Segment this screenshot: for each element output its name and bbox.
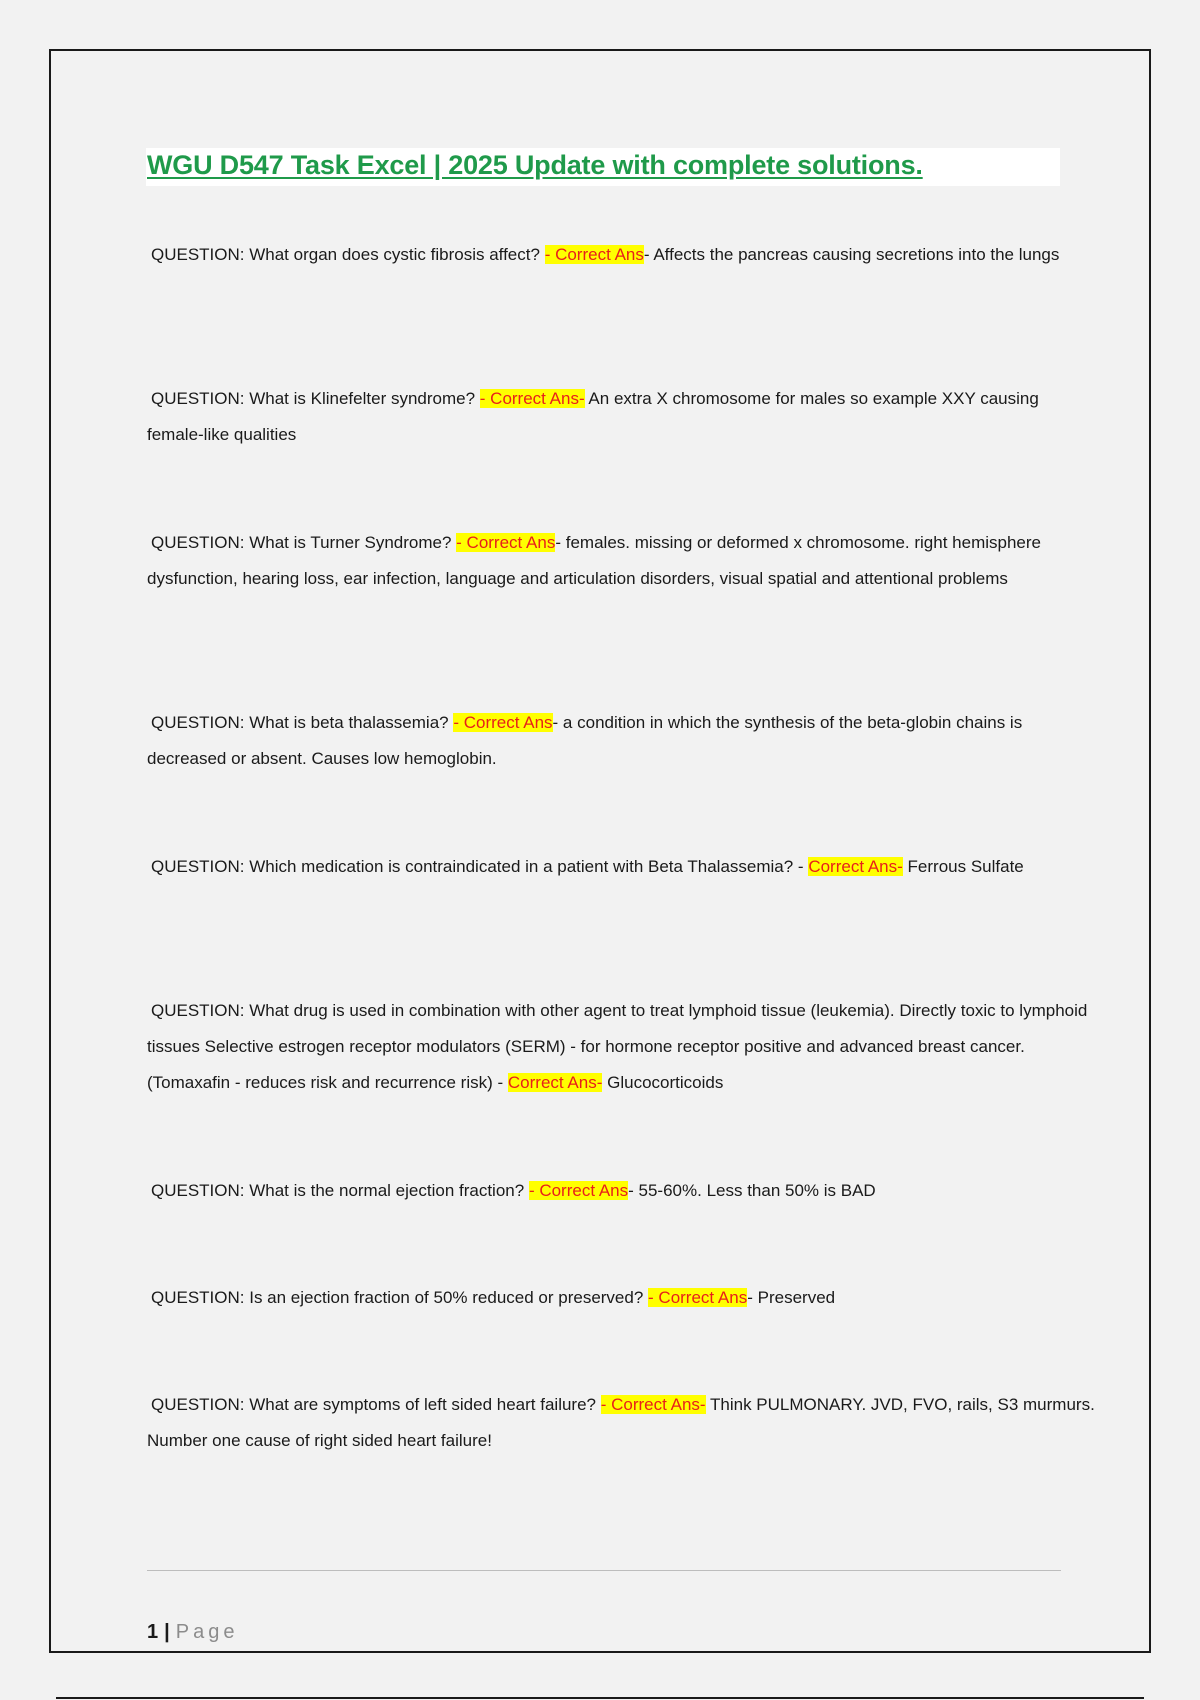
answer-text: - 55-60%. Less than 50% is BAD (628, 1181, 876, 1200)
qa-item-8 (147, 1280, 1097, 1316)
question-text: QUESTION: What is beta thalassemia? (151, 713, 449, 732)
qa-item-5 (147, 849, 1097, 885)
document-title: WGU D547 Task Excel | 2025 Update with complete solutions. (147, 150, 923, 180)
next-page-edge (56, 1697, 1144, 1699)
page-label: Page (175, 1621, 239, 1643)
answer-text: Glucocorticoids (602, 1073, 724, 1092)
page-separator: | (164, 1621, 170, 1643)
question-text: QUESTION: What is Turner Syndrome? (151, 533, 452, 552)
correct-answer-highlight: - Correct Ans (528, 1181, 629, 1200)
question-text: QUESTION: What is Klinefelter syndrome? (151, 389, 476, 408)
correct-answer-highlight: - Correct Ans- (479, 389, 585, 408)
qa-item-1 (147, 237, 1097, 273)
qa-item-4 (147, 705, 1097, 777)
question-text: QUESTION: What drug is used in combination with other agent to treat lymphoid tissue (leukemia). Directly toxic to lymphoid tissues Selective estrogen receptor modulators (SERM) - for hormone receptor positive and advanced breast cancer. (Tomaxafin - reduces risk and recurrence risk) - (147, 1001, 1088, 1092)
answer-text: An extra X chromosome for males so example XXY causing female-like qualities (147, 389, 1039, 444)
correct-answer-highlight: - Correct Ans (456, 533, 556, 552)
question-text: QUESTION: What is the normal ejection fraction? (151, 1181, 525, 1200)
correct-answer-highlight: - Correct Ans- (600, 1395, 706, 1414)
answer-text: Think PULMONARY. JVD, FVO, rails, S3 murmurs. Number one cause of right sided heart failure! (147, 1395, 1095, 1450)
correct-answer-highlight: - Correct Ans (648, 1288, 748, 1307)
question-text: QUESTION: Is an ejection fraction of 50% reduced or preserved? (151, 1288, 644, 1307)
answer-text: - a condition in which the synthesis of the beta-globin chains is decreased or absent. Causes low hemoglobin. (147, 713, 1023, 768)
correct-answer-highlight: Correct Ans- (808, 857, 903, 876)
qa-item-2 (147, 381, 1097, 453)
qa-item-9 (147, 1387, 1097, 1459)
answer-text: - Affects the pancreas causing secretions into the lungs (643, 245, 1060, 264)
correct-answer-highlight: Correct Ans- (507, 1073, 603, 1092)
page-footer (147, 1621, 238, 1644)
qa-item-7 (147, 1173, 1097, 1209)
footer-divider (147, 1570, 1061, 1571)
answer-text: - females. missing or deformed x chromosome. right hemisphere dysfunction, hearing loss, ear infection, language and articulation disorders, visual spatial and attentional problems (147, 533, 1041, 588)
question-text: QUESTION: What organ does cystic fibrosis affect? (151, 245, 540, 264)
question-text: QUESTION: What are symptoms of left sided heart failure? (151, 1395, 596, 1414)
correct-answer-highlight: - Correct Ans (544, 245, 644, 264)
correct-answer-highlight: - Correct Ans (453, 713, 553, 732)
qa-item-3 (147, 525, 1097, 597)
qa-item-6 (147, 993, 1097, 1101)
page-number: 1 (147, 1621, 159, 1643)
answer-text: - Preserved (747, 1288, 836, 1307)
answer-text: Ferrous Sulfate (902, 857, 1024, 876)
page-frame (49, 49, 1151, 1653)
question-text: QUESTION: Which medication is contraindicated in a patient with Beta Thalassemia? - (151, 857, 804, 876)
